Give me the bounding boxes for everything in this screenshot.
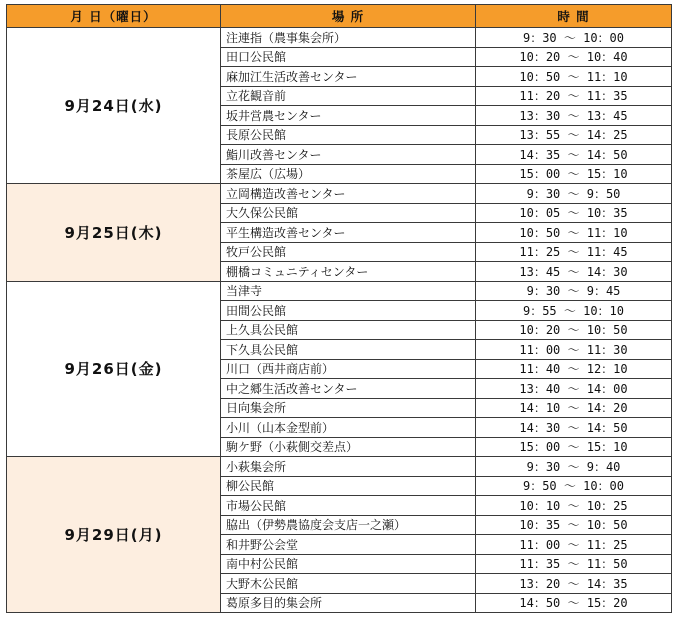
header-date: 月 日（曜日） [7,5,221,28]
place-cell: 注連指（農事集会所） [221,28,476,48]
date-cell: 9月24日(水) [7,28,221,184]
time-cell: 11：00 ～ 11：30 [476,340,672,360]
time-cell: 9：55 ～ 10：10 [476,301,672,321]
date-cell: 9月25日(木) [7,184,221,282]
time-cell: 11：25 ～ 11：45 [476,242,672,262]
place-cell: 大久保公民館 [221,203,476,223]
place-cell: 長原公民館 [221,125,476,145]
time-cell: 10：20 ～ 10：50 [476,320,672,340]
place-cell: 中之郷生活改善センター [221,379,476,399]
place-cell: 田口公民館 [221,47,476,67]
place-cell: 鮨川改善センター [221,145,476,165]
place-cell: 小萩集会所 [221,457,476,477]
time-cell: 11：40 ～ 12：10 [476,359,672,379]
table-row [7,184,672,204]
place-cell: 下久具公民館 [221,340,476,360]
place-cell: 大野木公民館 [221,574,476,594]
schedule-table [6,4,672,613]
table-row [7,281,672,301]
place-cell: 駒ケ野（小萩側交差点） [221,437,476,457]
place-cell: 田間公民館 [221,301,476,321]
time-cell: 10：10 ～ 10：25 [476,496,672,516]
time-cell: 13：40 ～ 14：00 [476,379,672,399]
time-cell: 9：30 ～ 10：00 [476,28,672,48]
header-row [7,5,672,28]
time-cell: 14：30 ～ 14：50 [476,418,672,438]
time-cell: 11：20 ～ 11：35 [476,86,672,106]
place-cell: 日向集会所 [221,398,476,418]
place-cell: 上久具公民館 [221,320,476,340]
time-cell: 10：20 ～ 10：40 [476,47,672,67]
place-cell: 脇出（伊勢農協度会支店一之瀬） [221,515,476,535]
time-cell: 14：10 ～ 14：20 [476,398,672,418]
time-cell: 11：00 ～ 11：25 [476,535,672,555]
place-cell: 葛原多目的集会所 [221,593,476,613]
time-cell: 9：30 ～ 9：40 [476,457,672,477]
time-cell: 13：20 ～ 14：35 [476,574,672,594]
schedule-table-wrapper [6,4,672,613]
time-cell: 11：35 ～ 11：50 [476,554,672,574]
place-cell: 麻加江生活改善センター [221,67,476,87]
place-cell: 立岡構造改善センター [221,184,476,204]
time-cell: 10：50 ～ 11：10 [476,67,672,87]
time-cell: 13：55 ～ 14：25 [476,125,672,145]
place-cell: 平生構造改善センター [221,223,476,243]
place-cell: 牧戸公民館 [221,242,476,262]
place-cell: 茶屋広（広場） [221,164,476,184]
date-cell: 9月29日(月) [7,457,221,613]
time-cell: 14：50 ～ 15：20 [476,593,672,613]
place-cell: 市場公民館 [221,496,476,516]
table-row [7,457,672,477]
place-cell: 小川（山本金型前） [221,418,476,438]
time-cell: 9：30 ～ 9：50 [476,184,672,204]
schedule-body [7,28,672,613]
place-cell: 坂井営農センター [221,106,476,126]
place-cell: 立花観音前 [221,86,476,106]
header-time: 時 間 [476,5,672,28]
place-cell: 川口（西井商店前） [221,359,476,379]
header-place: 場 所 [221,5,476,28]
time-cell: 14：35 ～ 14：50 [476,145,672,165]
place-cell: 当津寺 [221,281,476,301]
time-cell: 9：30 ～ 9：45 [476,281,672,301]
time-cell: 10：50 ～ 11：10 [476,223,672,243]
time-cell: 15：00 ～ 15：10 [476,437,672,457]
place-cell: 南中村公民館 [221,554,476,574]
time-cell: 9：50 ～ 10：00 [476,476,672,496]
place-cell: 柳公民館 [221,476,476,496]
time-cell: 10：35 ～ 10：50 [476,515,672,535]
time-cell: 15：00 ～ 15：10 [476,164,672,184]
date-cell: 9月26日(金) [7,281,221,457]
place-cell: 和井野公会堂 [221,535,476,555]
time-cell: 13：30 ～ 13：45 [476,106,672,126]
time-cell: 13：45 ～ 14：30 [476,262,672,282]
table-row [7,28,672,48]
place-cell: 棚橋コミュニティセンター [221,262,476,282]
time-cell: 10：05 ～ 10：35 [476,203,672,223]
